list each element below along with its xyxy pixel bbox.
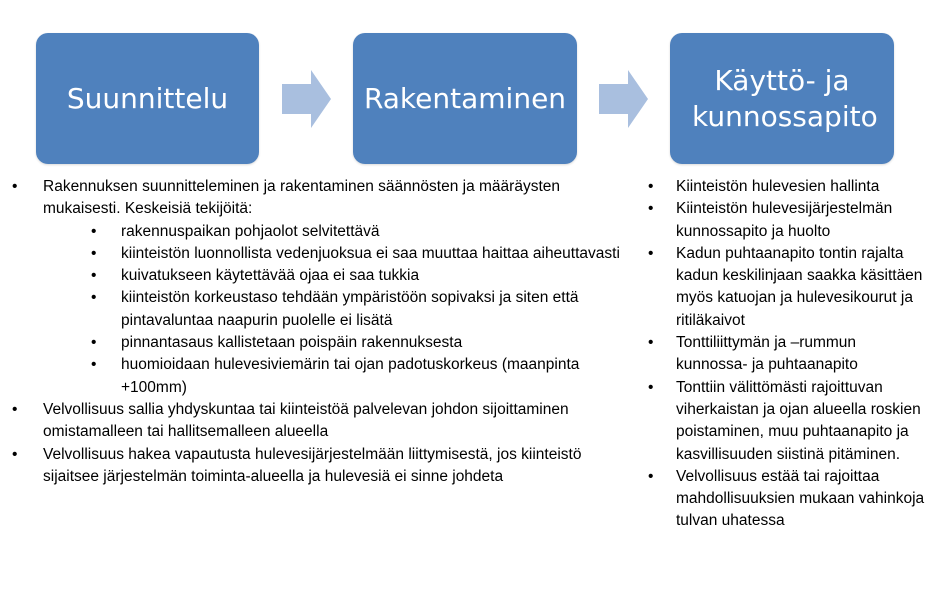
list-item: • Kadun puhtaanapito tontin rajalta kadun keskilinjaan saakka käsittäen myös katuojan ja hulevesikourut ja ritiläkaivot xyxy=(646,243,930,332)
list-item xyxy=(12,399,624,444)
stage-box-rakentaminen xyxy=(353,33,577,164)
sub-list-item: • pinnantasaus kallistetaan poispäin rakennuksesta xyxy=(43,332,624,354)
list-item xyxy=(12,444,624,489)
left-column xyxy=(12,176,624,488)
stage-title: Suunnittelu xyxy=(66,81,229,115)
list-item: • Kiinteistön hulevesien hallinta xyxy=(646,176,930,198)
sub-bullet-list xyxy=(43,221,624,399)
list-item xyxy=(12,176,624,399)
list-item: • Tonttiin välittömästi rajoittuvan viherkaistan ja ojan alueella roskien poistaminen, muu puhtaanapito ja kasvillisuuden siistinä pitäminen. xyxy=(646,377,930,466)
stage-title: Käyttö- ja kunnossapito xyxy=(692,63,878,133)
left-bullet-list xyxy=(12,176,624,488)
sub-list-item: • huomioidaan hulevesiviemärin tai ojan padotuskorkeus (maanpinta +100mm) xyxy=(43,354,624,399)
sub-list-item: • kiinteistön korkeustaso tehdään ympäristöön sopivaksi ja siten että pintavaluntaa naapurin puolelle ei lisätä xyxy=(43,287,624,332)
right-bullet-list xyxy=(646,176,930,533)
sub-list-item: • rakennuspaikan pohjaolot selvitettävä xyxy=(43,221,624,243)
process-arrow-icon xyxy=(282,70,331,128)
arrow-shape xyxy=(599,70,648,128)
right-column xyxy=(646,176,930,533)
sub-list-item: • kiinteistön luonnollista vedenjuoksua ei saa muuttaa haittaa aiheuttavasti xyxy=(43,243,624,265)
list-item: • Kiinteistön hulevesijärjestelmän kunnossapito ja huolto xyxy=(646,198,930,243)
list-item-text: Velvollisuus hakea vapautusta hulevesijärjestelmään liittymisestä, jos kiinteistö sijaitsee järjestelmän toiminta-alueella ja hulevesiä ei sinne johdeta xyxy=(43,445,582,485)
list-item-text: Velvollisuus sallia yhdyskuntaa tai kiinteistöä palvelevan johdon sijoittaminen omistamalleen tai hallitsemalleen alueella xyxy=(43,400,569,441)
stage-title: Rakentaminen xyxy=(363,81,567,115)
list-item: • Velvollisuus estää tai rajoittaa mahdollisuuksien mukaan vahinkoja tulvan uhatessa xyxy=(646,466,930,533)
stage-box-suunnittelu xyxy=(36,33,259,164)
list-item-text: Rakennuksen suunnitteleminen ja rakentaminen säännösten ja määräysten mukaisesti. Keskeisiä tekijöitä: xyxy=(43,178,560,218)
stage-box-kaytto-ja-kunnossapito xyxy=(670,33,894,164)
arrow-shape xyxy=(282,70,331,128)
list-item: • Tonttiliittymän ja –rummun kunnossa- ja puhtaanapito xyxy=(646,332,930,377)
sub-list-item: • kuivatukseen käytettävää ojaa ei saa tukkia xyxy=(43,265,624,287)
process-arrow-icon xyxy=(599,70,648,128)
